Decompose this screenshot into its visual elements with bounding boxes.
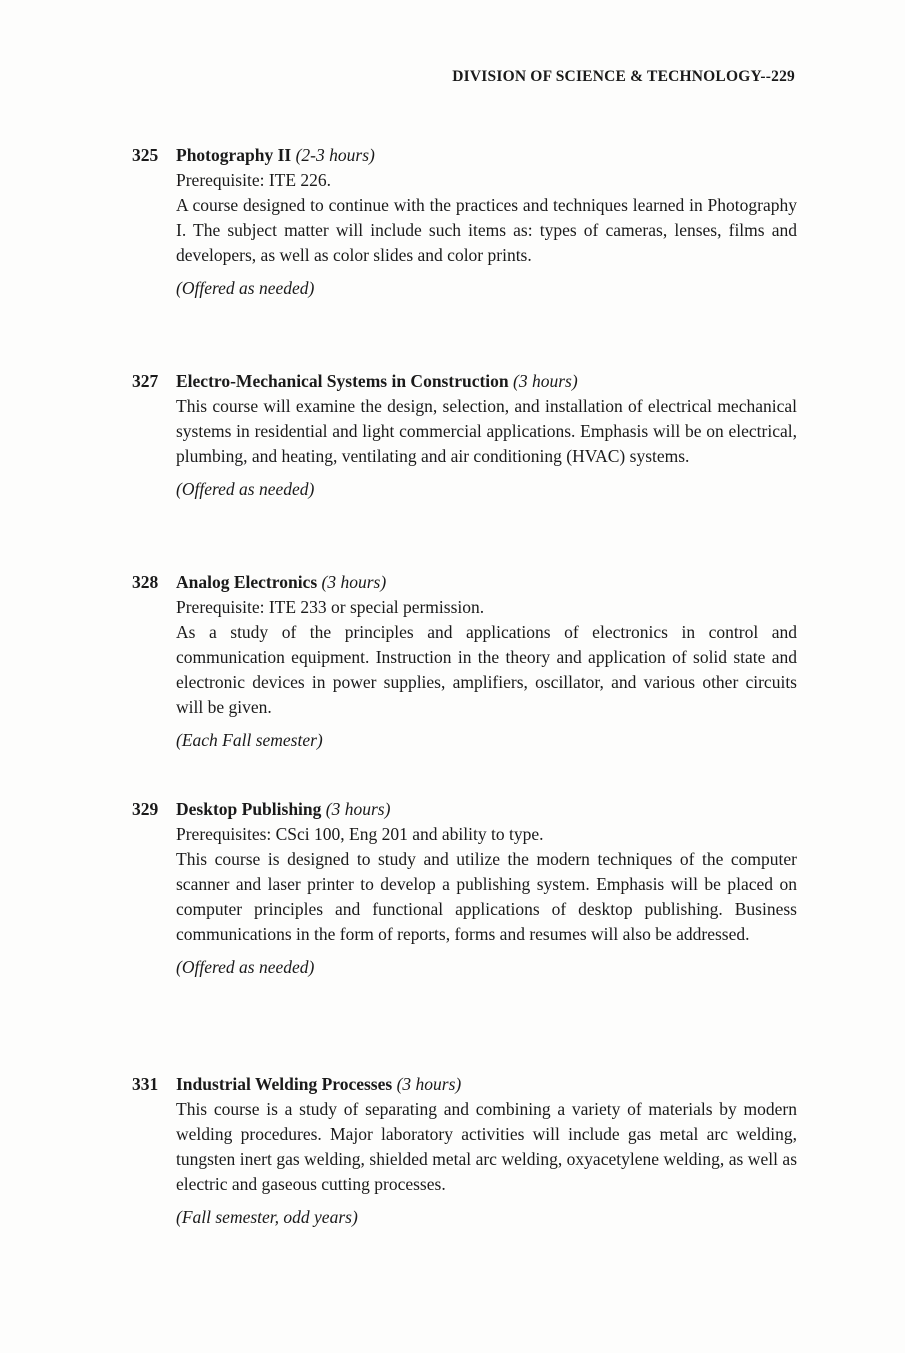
course-title: Photography II — [176, 145, 292, 165]
course-heading — [132, 570, 797, 595]
course-title: Electro-Mechanical Systems in Construction — [176, 371, 509, 391]
course-description: A course designed to continue with the practices and techniques learned in Photography I. The subject matter will include such items as: types of cameras, lenses, films and developers, as well as color slides and color prints. — [176, 195, 797, 265]
course-entry — [132, 570, 797, 753]
course-offered: (Offered as needed) — [176, 479, 315, 499]
running-header: DIVISION OF SCIENCE & TECHNOLOGY--229 — [452, 68, 795, 85]
course-description: As a study of the principles and applications of electronics in control and communication equipment. Instruction in the theory and application of solid state and electronic devices in power supplies, amplifiers, oscillator, and various other circuits will be given. — [176, 622, 797, 717]
course-offered: (Offered as needed) — [176, 957, 315, 977]
course-title: Industrial Welding Processes — [176, 1074, 393, 1094]
course-description: This course is a study of separating and combining a variety of materials by modern welding procedures. Major laboratory activities will include gas metal arc welding, tungsten inert gas welding, shielded metal arc welding, oxyacetylene welding, as well as electric and gaseous cutting processes. — [176, 1099, 797, 1194]
course-heading — [132, 369, 797, 394]
course-number: 328 — [132, 572, 159, 592]
course-body — [176, 168, 797, 301]
course-hours: (3 hours) — [513, 371, 578, 391]
course-entry — [132, 1072, 797, 1230]
course-hours: (3 hours) — [396, 1074, 462, 1094]
course-entry — [132, 369, 797, 502]
course-description: This course will examine the design, selection, and installation of electrical mechanical systems in residential and light commercial applications. Emphasis will be on electrical, plumbing, and heating, ventilating and air conditioning (HVAC) systems. — [176, 396, 797, 466]
course-number: 329 — [132, 799, 159, 819]
course-body — [176, 822, 797, 980]
course-number: 325 — [132, 145, 159, 165]
course-offered: (Each Fall semester) — [176, 730, 323, 750]
course-number: 331 — [132, 1074, 159, 1094]
course-heading — [132, 1072, 797, 1097]
course-offered: (Fall semester, odd years) — [176, 1207, 358, 1227]
course-body — [176, 595, 797, 753]
course-entry — [132, 797, 797, 980]
course-prerequisite: Prerequisites: CSci 100, Eng 201 and ability to type. — [176, 824, 544, 844]
course-entry — [132, 143, 797, 301]
course-body — [176, 1097, 797, 1230]
course-hours: (2-3 hours) — [295, 145, 375, 165]
course-body — [176, 394, 797, 502]
course-prerequisite: Prerequisite: ITE 226. — [176, 170, 332, 190]
course-title: Desktop Publishing — [176, 799, 322, 819]
course-heading — [132, 143, 797, 168]
course-hours: (3 hours) — [325, 799, 391, 819]
course-prerequisite: Prerequisite: ITE 233 or special permission. — [176, 597, 485, 617]
course-description: This course is designed to study and utilize the modern techniques of the computer scanner and laser printer to develop a publishing system. Emphasis will be placed on computer principles and functional applications of desktop publishing. Business communications in the form of reports, forms and resumes will also be addressed. — [176, 849, 797, 944]
course-offered: (Offered as needed) — [176, 278, 315, 298]
course-heading — [132, 797, 797, 822]
course-title: Analog Electronics — [176, 572, 318, 592]
course-hours: (3 hours) — [321, 572, 387, 592]
course-number: 327 — [132, 371, 159, 391]
